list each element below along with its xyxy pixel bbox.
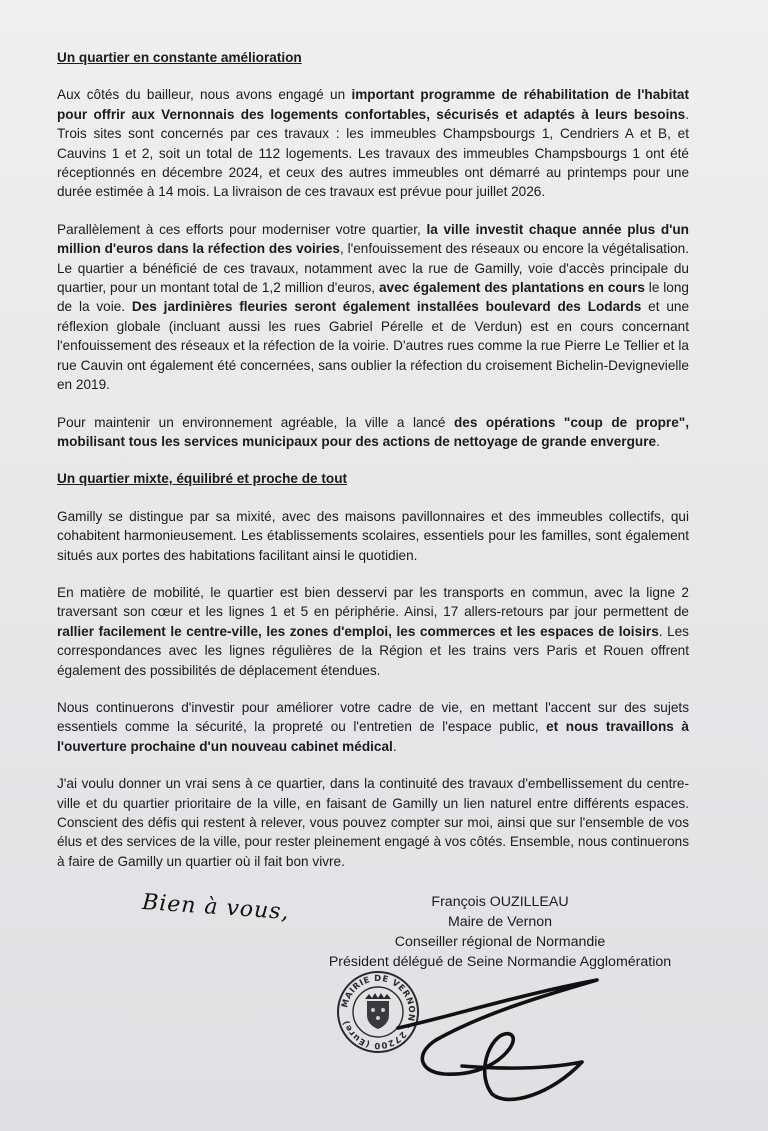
handwritten-greeting: Bien à vous,	[141, 889, 291, 926]
letter-body	[57, 48, 689, 889]
section-heading-improvement: Un quartier en constante amélioration	[57, 50, 302, 65]
stamp-text: MAIRIE DE VERNON · 27200 (Eure)	[340, 973, 417, 1051]
handwritten-signature-icon	[392, 976, 607, 1106]
section-heading-mixed: Un quartier mixte, équilibré et proche de tout	[57, 471, 348, 487]
paragraph-mixity: Gamilly se distingue par sa mixité, avec des maisons pavillonnaires et des immeubles collectifs, qui cohabitent harmonieusement. Les établissements scolaires, essentiels pour les familles, sont également situés aux portes des habitations facilitant ainsi le quotidien.	[57, 508, 689, 563]
paragraph-conclusion: J'ai voulu donner un vrai sens à ce quartier, dans la continuité des travaux d'embellissement du centre-ville et du quartier prioritaire de la ville, en faisant de Gamilly un lien naturel entre différents espaces. Conscient des défis qui restent à relever, vous pouvez compter sur moi, ainsi que sur l'ensemble de vos élus et des services de la ville, pour rester pleinement engagé à vos côtés. Ensemble, nous continuerons à faire de Gamilly un quartier où il fait bon vivre.	[57, 776, 689, 869]
paragraph-housing: Aux côtés du bailleur, nous avons engagé un important programme de réhabilitation de l'habitat pour offrir aux Vernonnais des logements confortables, sécurisés et adaptés à leurs besoins. Trois sites sont concernés par ces travaux : les immeubles Champsbourgs 1, Cendriers A et B, et Cauvins 1 et 2, soit un total de 112 logements. Les travaux des immeubles Champsbourgs 1 ont été réceptionnés en décembre 2024, et ceux des autres immeubles ont démarré au printemps pour une durée estimée à 14 mois. La livraison de ces travaux est prévue pour juillet 2026.	[57, 87, 689, 200]
signatory-name: François OUZILLEAU	[431, 894, 569, 910]
signatory-title-mayor: Maire de Vernon	[447, 914, 553, 930]
paragraph-investment: Nous continuerons d'investir pour améliorer votre cadre de vie, en mettant l'accent sur des sujets essentiels comme la sécurité, la propreté ou l'entretien de l'espace public, et nous travaillons à l'ouverture prochaine d'un nouveau cabinet médical.	[57, 699, 689, 754]
signatory-title-agglomeration: Président délégué de Seine Normandie Agglomération	[328, 954, 672, 970]
paragraph-roads: Parallèlement à ces efforts pour moderniser votre quartier, la ville investit chaque année plus d'un million d'euros dans la réfection des voiries, l'enfouissement des réseaux ou encore la végétalisation. Le quartier a bénéficié de ces travaux, notamment avec la rue de Gamilly, voie d'accès principale du quartier, pour un montant total de 1,2 million d'euros, avec également des plantations en cours le long de la voie. Des jardinières fleuries seront également installées boulevard des Lodards et une réflexion globale (incluant aussi les rues Gabriel Pérelle et de Verdun) est en cours concernant l'enfouissement des réseaux et la réfection de la voirie. D'autres rues comme la rue Pierre Le Tellier et la rue Cauvin ont également été concernées, sans oublier la réfection du croisement Bichelin-Devignevielle en 2019.	[57, 221, 689, 393]
signatory-title-region: Conseiller régional de Normandie	[394, 934, 606, 950]
paragraph-mobility: En matière de mobilité, le quartier est bien desservi par les transports en commun, avec la ligne 2 traversant son cœur et les lignes 1 et 5 en périphérie. Ainsi, 17 allers-retours par jour permettent de rallier facilement le centre-ville, les zones d'emploi, les commerces et les espaces de loisirs. Les correspondances avec les lignes régulières de la Région et les trains vers Paris et Rouen offrent également des possibilités de déplacement étendues.	[57, 584, 689, 678]
paragraph-cleaning: Pour maintenir un environnement agréable, la ville a lancé des opérations "coup de propre", mobilisant tous les services municipaux pour des actions de nettoyage de grande envergure.	[57, 414, 690, 449]
signature-block	[300, 892, 700, 972]
coat-of-arms-icon	[365, 993, 391, 1029]
